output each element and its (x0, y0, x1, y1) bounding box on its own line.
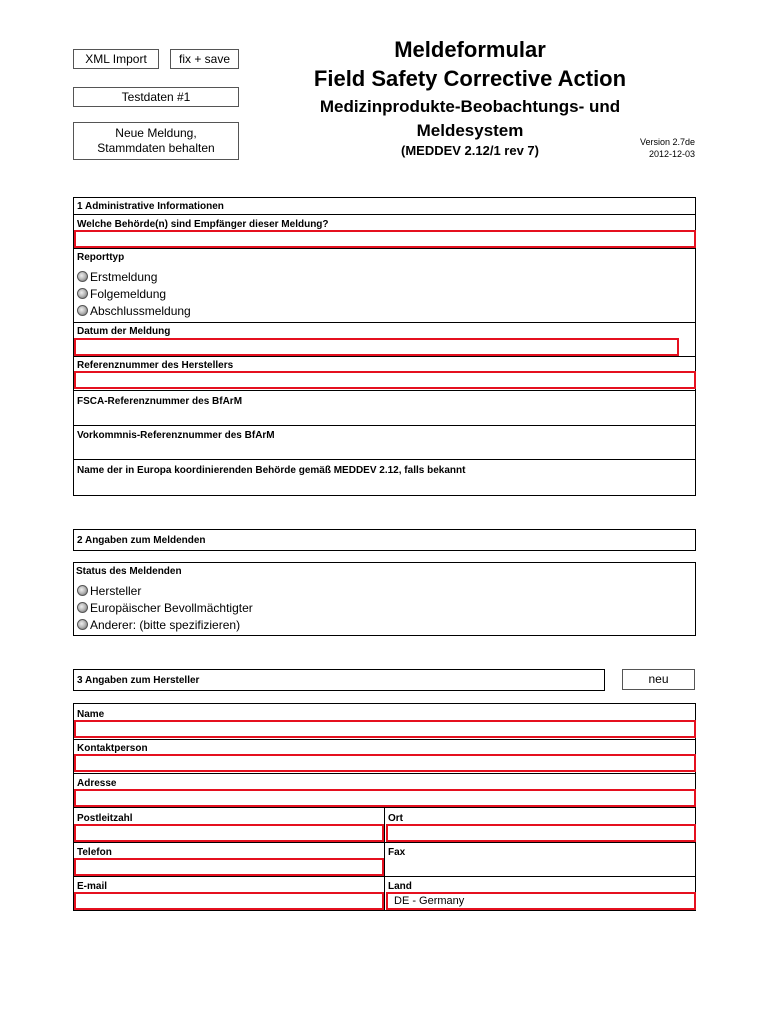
version-label: Version 2.7de (639, 137, 695, 147)
radio-folgemeldung[interactable] (77, 285, 166, 302)
option-label: Abschlussmeldung (90, 303, 191, 318)
fsca-ref-label: FSCA-Referenznummer des BfArM (77, 396, 243, 407)
email-input[interactable] (74, 892, 384, 910)
neue-meldung-button[interactable]: Neue Meldung, Stammdaten behalten (73, 122, 239, 160)
plz-label: Postleitzahl (77, 813, 133, 824)
radio-button-icon (77, 271, 88, 282)
divider (73, 739, 696, 740)
subtitle-line2: Meldesystem (416, 121, 524, 140)
telefon-input[interactable] (74, 858, 384, 876)
version-date: 2012-12-03 (648, 149, 695, 159)
datum-label: Datum der Meldung (77, 326, 171, 337)
telefon-label: Telefon (77, 847, 112, 858)
kontakt-input[interactable] (74, 754, 696, 772)
radio-hersteller[interactable] (77, 582, 141, 599)
divider (73, 773, 696, 774)
divider (73, 322, 696, 323)
empfaenger-input[interactable] (74, 230, 696, 248)
radio-button-icon (77, 619, 88, 630)
ort-label: Ort (388, 813, 403, 824)
meddev-reference: (MEDDEV 2.12/1 rev 7) (400, 143, 539, 158)
kontakt-label: Kontaktperson (77, 743, 148, 754)
name-label: Name (77, 709, 105, 720)
ort-input[interactable] (386, 824, 696, 842)
option-label: Anderer: (bitte spezifizieren) (90, 617, 241, 632)
plz-input[interactable] (74, 824, 384, 842)
column-divider (384, 807, 385, 911)
fax-label: Fax (388, 847, 406, 858)
name-input[interactable] (74, 720, 696, 738)
vorkommnis-ref-input[interactable] (74, 442, 695, 458)
ref-hersteller-label: Referenznummer des Herstellers (77, 360, 234, 371)
section2-heading: 2 Angaben zum Meldenden (73, 529, 696, 551)
option-label: Erstmeldung (90, 269, 158, 284)
email-label: E-mail (77, 881, 108, 892)
fax-input[interactable] (386, 858, 695, 876)
radio-button-icon (77, 305, 88, 316)
divider (73, 459, 696, 460)
radio-bevollmaechtigter[interactable] (77, 599, 253, 616)
koordinierend-label: Name der in Europa koordinierenden Behörde gemäß MEDDEV 2.12, falls bekannt (77, 465, 466, 476)
fsca-ref-input[interactable] (74, 408, 695, 424)
divider (73, 356, 696, 357)
testdaten-button[interactable]: Testdaten #1 (73, 87, 239, 107)
divider (73, 425, 696, 426)
section3-heading: 3 Angaben zum Hersteller (73, 669, 605, 691)
radio-button-icon (77, 288, 88, 299)
land-label: Land (388, 881, 412, 892)
neu-button[interactable]: neu (622, 669, 695, 690)
radio-abschlussmeldung[interactable] (77, 302, 191, 319)
section1-heading: 1 Administrative Informationen (73, 197, 696, 215)
form-title-sub: Field Safety Corrective Action (313, 66, 627, 91)
divider (73, 876, 696, 877)
datum-input[interactable] (74, 338, 679, 356)
land-select[interactable]: DE - Germany (386, 892, 696, 910)
reporttyp-label: Reporttyp (77, 252, 125, 263)
divider (73, 842, 696, 843)
ref-hersteller-input[interactable] (74, 371, 696, 389)
xml-import-button[interactable]: XML Import (73, 49, 159, 69)
form-title: Meldeformular (394, 37, 546, 62)
subtitle-line1: Medizinprodukte-Beobachtungs- und (319, 97, 621, 116)
empfaenger-label: Welche Behörde(n) sind Empfänger dieser Meldung? (77, 219, 329, 230)
fix-save-button[interactable]: fix + save (170, 49, 239, 69)
vorkommnis-ref-label: Vorkommnis-Referenznummer des BfArM (77, 430, 275, 441)
option-label: Folgemeldung (90, 286, 167, 301)
radio-button-icon (77, 585, 88, 596)
option-label: Europäischer Bevollmächtigter (90, 600, 253, 615)
radio-anderer[interactable] (77, 616, 240, 633)
adresse-label: Adresse (77, 778, 117, 789)
status-label: Status des Meldenden (76, 566, 182, 577)
radio-button-icon (77, 602, 88, 613)
radio-erstmeldung[interactable] (77, 268, 157, 285)
option-label: Hersteller (90, 583, 142, 598)
koordinierend-input[interactable] (74, 478, 695, 494)
adresse-input[interactable] (74, 789, 696, 807)
divider (73, 248, 696, 249)
divider (73, 390, 696, 391)
